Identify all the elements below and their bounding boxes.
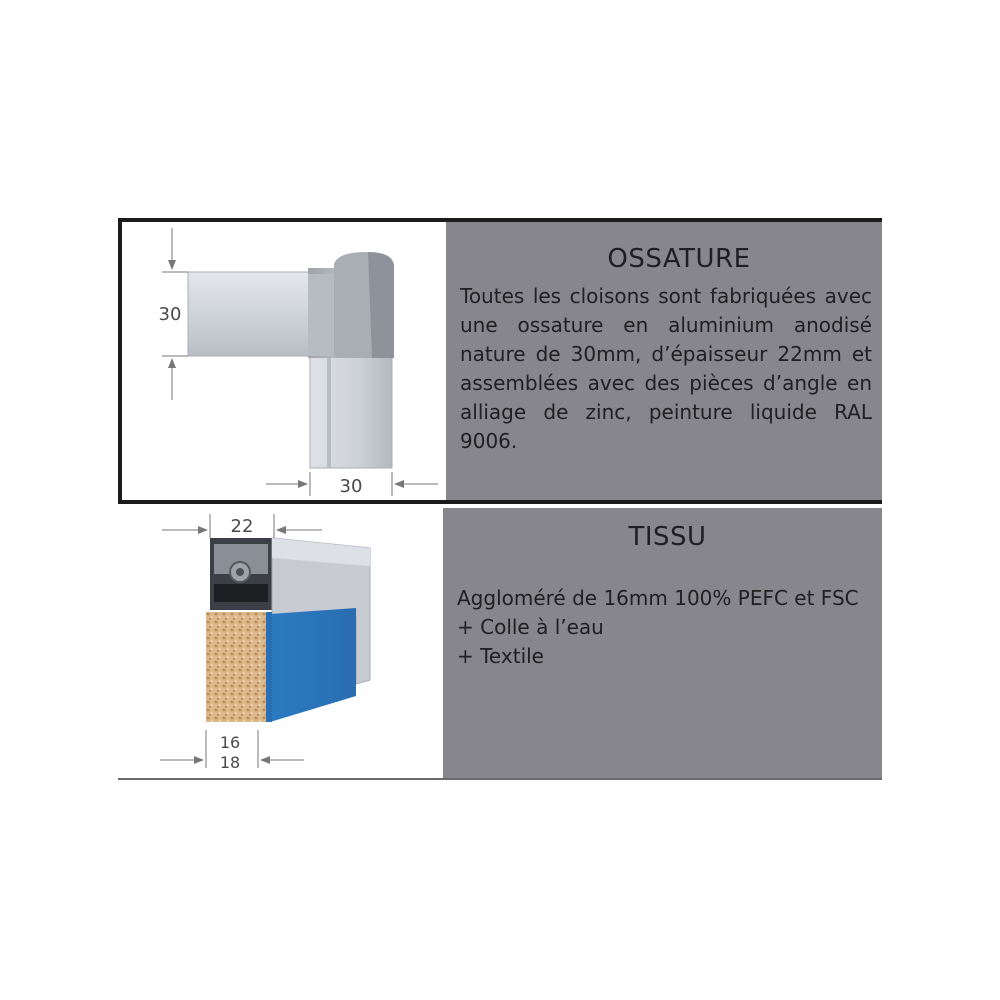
panel-cross-section-illustration (118, 508, 443, 778)
tissu-line-material: Aggloméré de 16mm 100% PEFC et FSC (457, 586, 859, 610)
tissu-card (118, 508, 882, 780)
aluminium-corner-profile-illustration (122, 222, 442, 500)
tissu-line-textile: + Textile (457, 644, 544, 668)
profile-width-label: 22 (230, 516, 254, 537)
ossature-text-panel (444, 222, 882, 500)
tissu-description (457, 584, 872, 671)
tissu-text-panel (443, 508, 882, 778)
height-dimension-label: 30 (158, 304, 182, 325)
total-thickness-label: 18 (219, 753, 241, 772)
ossature-title: OSSATURE (607, 244, 751, 274)
ossature-card (118, 218, 882, 504)
tissu-image (118, 508, 443, 778)
width-dimension-label: 30 (339, 476, 363, 497)
tissu-line-glue: + Colle à l’eau (457, 615, 604, 639)
ossature-description: Toutes les cloisons sont fabriquées avec une ossature en aluminium anodisé nature de 30mm, d’épaisseur 22mm et assemblées avec des pièces d’angle en alliage de zinc, peinture liquide RAL 9006. (460, 284, 872, 453)
tissu-title: TISSU (628, 522, 707, 552)
ossature-image (122, 222, 442, 500)
board-thickness-label: 16 (219, 733, 241, 752)
